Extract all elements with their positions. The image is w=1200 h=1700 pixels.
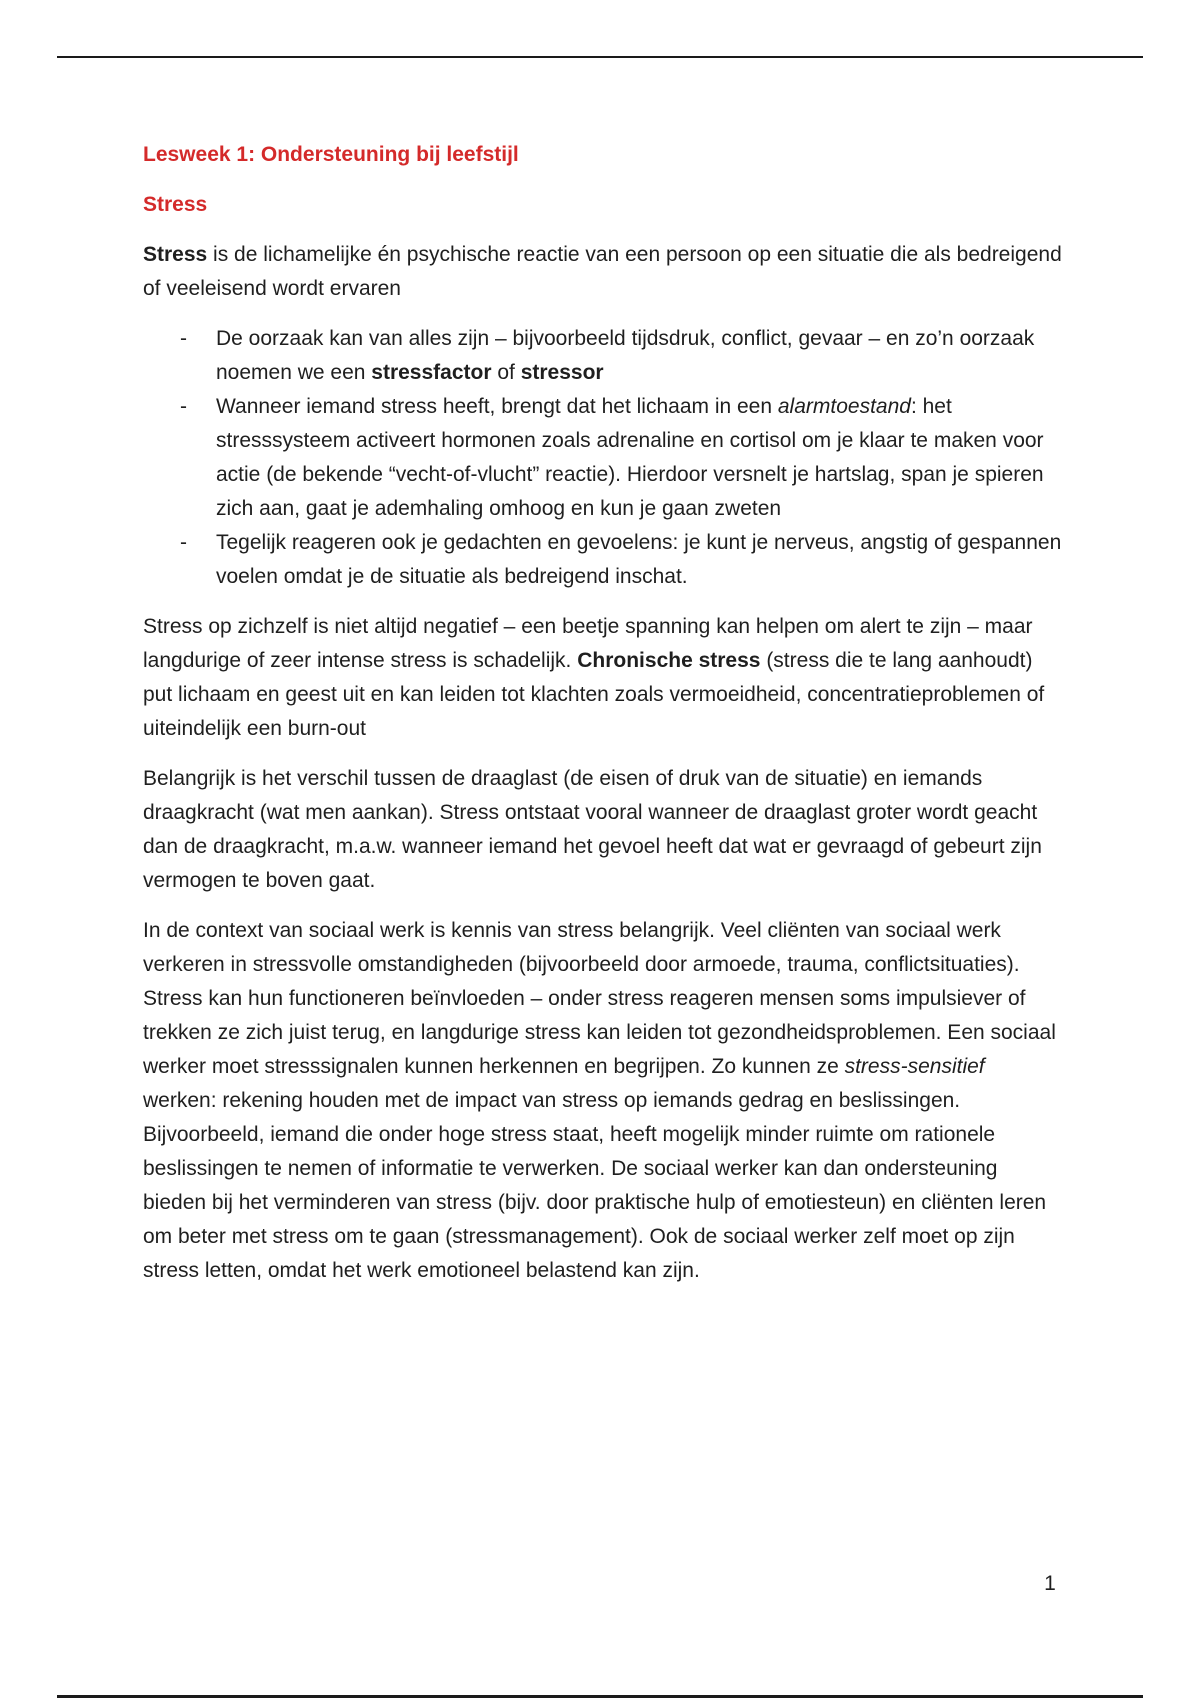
p2-rest: (stress die te lang aanhoudt) put lichaam en geest uit en kan leiden tot klachten zoals vermoeidheid, concentratieproblemen of uiteindelijk een burn-out (143, 649, 1045, 740)
paragraph-draaglast: Belangrijk is het verschil tussen de draaglast (de eisen of druk van de situatie) en iemands draagkracht (wat men aankan). Stress ontstaat vooral wanneer de draaglast groter wordt geacht dan de draagkracht, m.a.w. wanneer iemand het gevoel heeft dat wat er gevraagd of gebeurt zijn vermogen te boven gaat. (143, 767, 1042, 892)
p4-rest: werken: rekening houden met de impact van stress op iemands gedrag en beslissingen. Bijvoorbeeld, iemand die onder hoge stress staat, heeft mogelijk minder ruimte om rationele beslissingen te nemen of informatie te verwerken. De sociaal werker kan dan ondersteuning bieden bij het verminderen van stress (bijv. door praktische hulp of emotiesteun) en cliënten leren om beter met stress om te gaan (stressmanagement). Ook de sociaal werker zelf moet op zijn stress letten, omdat het werk emotioneel belastend kan zijn. (143, 1089, 1047, 1282)
p4-italic: stress-sensitief (844, 1055, 985, 1078)
bullet-1-text: De oorzaak kan van alles zijn – bijvoorbeeld tijdsdruk, conflict, gevaar – en zo’n oorzaak noemen we een (216, 327, 1035, 384)
bullet-1-term-stressor: stressor (520, 361, 604, 384)
bullet-1-term-stressfactor: stressfactor (371, 361, 492, 384)
bullet-2-rest: : het stresssysteem activeert hormonen zoals adrenaline en cortisol om je klaar te maken voor actie (de bekende “vecht-of-vlucht” reactie). Hierdoor versnelt je hartslag, span je spieren zich aan, gaat je ademhaling omhoog en kun je gaan zweten (216, 395, 1044, 520)
paragraph-social-work (143, 914, 1063, 1288)
footer-rule (57, 1695, 1143, 1698)
bullet-1-connector: of (491, 361, 521, 384)
list-item (143, 390, 1063, 526)
document-body (143, 138, 1063, 1304)
p4-start: In de context van sociaal werk is kennis van stress belangrijk. Veel cliënten van sociaal werk verkeren in stressvolle omstandigheden (bijvoorbeeld door armoede, trauma, conflictsituaties). Stress kan hun functioneren beïnvloeden – onder stress reageren mensen soms impulsiever of trekken ze zich juist terug, en langdurige stress kan leiden tot gezondheidsproblemen. Een sociaal werker moet stresssignalen kunnen herkennen en begrijpen. Zo kunnen ze (143, 919, 1056, 1078)
lesson-heading: Lesweek 1: Ondersteuning bij leefstijl (143, 143, 519, 166)
section-heading: Stress (143, 193, 208, 216)
list-item (143, 526, 1063, 594)
bullet-2-italic: alarmtoestand (777, 395, 911, 418)
page-number: 1 (1044, 1572, 1056, 1595)
bullet-3-text: Tegelijk reageren ook je gedachten en gevoelens: je kunt je nerveus, angstig of gespannen voelen omdat je de situatie als bedreigend inschat. (216, 531, 1062, 588)
intro-text: is de lichamelijke én psychische reactie van een persoon op een situatie die als bedreigend of veeleisend wordt ervaren (143, 243, 1062, 300)
p2-bold-term: Chronische stress (577, 649, 761, 672)
intro-paragraph (143, 238, 1063, 306)
bullet-2-text: Wanneer iemand stress heeft, brengt dat het lichaam in een (216, 395, 778, 418)
intro-term: Stress (143, 243, 208, 266)
header-rule (57, 56, 1143, 58)
paragraph-chronic-stress (143, 610, 1063, 746)
list-item (143, 322, 1063, 390)
p2-start: Stress op zichzelf is niet altijd negatief – een beetje spanning kan helpen om alert te zijn – maar langdurige of zeer intense stress is schadelijk. (143, 615, 1033, 672)
bullet-list (143, 322, 1063, 594)
